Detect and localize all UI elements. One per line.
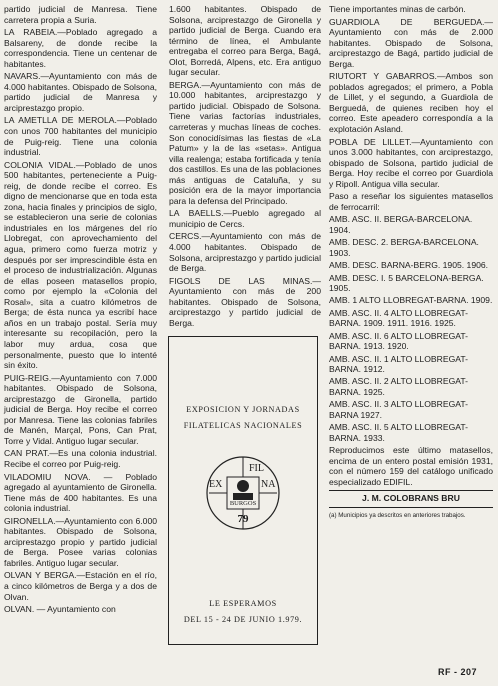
paragraph: VILADOMIU NOVA. — Poblado agregado al ayuntamiento de Gironella. Tiene más de 400 habitantes. Es una colonia industrial. (4, 471, 157, 514)
column-middle (169, 4, 321, 330)
divider (329, 490, 493, 491)
list-item: AMB. ASC. II. 5 ALTO LLOBREGAT-BARNA. 1933. (329, 422, 468, 443)
list-item: AMB. 1 ALTO LLOBREGAT-BARNA. 1909. (329, 295, 493, 306)
page-number: RF - 207 (438, 667, 478, 677)
paragraph: NAVARS.—Ayuntamiento con más de 4.000 habitantes. Obispado de Solsona, partido judicial de Manresa y arciprestazgo propio. (4, 71, 157, 113)
seal-year: 79 (237, 513, 249, 525)
paragraph: OLVAN. — Ayuntamiento con (4, 604, 116, 615)
list-item: AMB. ASC. II. 6 ALTO LLOBREGAT-BARNA. 1913. 1920. (329, 330, 468, 352)
seal-right: NA (261, 479, 276, 490)
list-item: AMB. ASC. II. 1 ALTO LLOBREGAT-BARNA. 1912. (329, 353, 468, 375)
paragraph: LA BAELLS.—Pueblo agregado al municipio de Cercs. (169, 208, 321, 229)
exhibition-advert (168, 336, 318, 645)
list-item: AMB. ASC. II. 2 ALTO LLOBREGAT-BARNA. 1925. (329, 376, 468, 397)
advert-line: LE ESPERAMOS (209, 599, 277, 608)
paragraph: LA RABEIA.—Poblado agregado a Balsareny, de donde recibe la correspondencia. Tiene un centenar de habitantes. (4, 27, 157, 69)
paragraph: RIUTORT Y GABARROS.—Ambos son poblados agregados; el primero, a Pobla de Lillet, y el segundo, a Guardiola de Berguedá, de quienes reciben hoy el correo. Este apeadero correspondía a la explotación Asland. (329, 71, 493, 135)
paragraph: GUARDIOLA DE BERGUEDA.—Ayuntamiento con más de 2.000 habitantes. Obispado de Solsona, arciprestazgo de Bagá, partido judicial de Berga. (329, 16, 493, 69)
paragraph: LA AMETLLA DE MEROLA.—Poblado con unos 700 habitantes del municipio de Puig-reig. Tiene una colonia industrial. (4, 115, 157, 158)
paragraph: 1.600 habitantes. Obispado de Solsona, arciprestazgo de Gironella y partido judicial de Berga. Cuando era término de línea, el Ambulante entregaba el correo para Berga, Bagá, Olot, Borredá, Alpens, etc. Era antiguo lugar secular. (169, 4, 321, 78)
paragraph: Tiene importantes minas de carbón. (329, 4, 466, 14)
advert-line: DEL 15 - 24 DE JUNIO 1.979. (183, 615, 303, 624)
footnote: (a) Municipios ya descritos en anteriores trabajos. (329, 511, 466, 519)
paragraph: COLONIA VIDAL.—Poblado de unos 500 habitantes, perteneciente a Puig-reig, de donde recibe el correo. Es digno de mencionarse que en toda esta zona, hacia finales y principios de siglo, se establecieron una serie de colonias industriales en los márgenes del río Llobregat, con aprovechamiento del agua, primero como fuerza motriz y después por ser imprescindible ésta en el proceso de industrialización. Algunas de ellas poseen matasellos propio, como por ejemplo la «Colonia del Rosal», sita a cuatro kilómetros de Berga; de ésta nunca ya escribí hace años en un trabajo postal. Sería muy interesante su recopilación, pero la labor muy ardua, cosa que personalmente, puesto que lo intenté sin éxito. (4, 159, 157, 371)
list-item: AMB. DESC. I. 5 BARCELONA-BERGA. 1905. (329, 272, 484, 294)
paragraph: CERCS.—Ayuntamiento con más de 4.000 habitantes. Obispado de Solsona, arciprestazgo y partido judicial de Berga. (169, 231, 321, 274)
list-item: AMB. DESC. 2. BERGA-BARCELONA. 1903. (329, 237, 479, 258)
advert-line: FILATELICAS NACIONALES (183, 421, 303, 430)
list-item: AMB. DESC. BARNA-BERG. 1905. 1906. (329, 260, 489, 271)
paragraph: partido judicial de Manresa. Tiene carretera propia a Suria. (4, 4, 157, 25)
seal-left: EX (209, 479, 223, 490)
paragraph: Paso a reseñar los siguientes matasellos de ferrocarril: (329, 191, 493, 212)
paragraph: CAN PRAT.—Es una colonia industrial. Recibe el correo por Puig-reig. (4, 448, 157, 469)
paragraph: Reproducimos este último matasellos, encima de un entero postal emisión 1931, con el número 159 del catálogo unificado especializado EDIFIL. (329, 445, 493, 487)
paragraph: POBLA DE LILLET.—Ayuntamiento con unos 3.000 habitantes, con arciprestazgo, obispado de Solsona, partido judicial de Berga. Hoy recibe el correo por Guardiola y Ripoll. Antigua villa secular. (329, 136, 493, 189)
list-item: AMB. ASC. II. BERGA-BARCELONA. 1904. (329, 214, 473, 235)
paragraph: GIRONELLA.—Ayuntamiento con 6.000 habitantes. Obispado de Solsona, arciprestazgo propio y partido judicial de Berga. Posee varias colonias fabriles. Antiguo lugar secular. (4, 515, 157, 568)
paragraph: BERGA.—Ayuntamiento con más de 10.000 habitantes, arciprestazgo y partido judicial. Obispado de Solsona. Tiene varias factorías industriales, carreteras y muchas líneas de coches. Son conocidísimas las fiestas de «La Patum» y la de las «setas». Antigua villa realenga; estaba fortificada y tenía dos castillos. Es una de las poblaciones más antiguas de Cataluña, y su posición era de la mayor importancia para la defensa del Principado. (169, 79, 321, 206)
paragraph: FIGOLS DE LAS MINAS.—Ayuntamiento con más de 200 habitantes. Obispado de Solsona, arciprestazgo y partido judicial de Berga. (169, 275, 321, 328)
seal-city: BURGOS (229, 500, 257, 507)
paragraph: OLVAN Y BERGA.—Estación en el río, a cinco kilómetros de Berga y a dos de Olvan. (4, 570, 157, 602)
seal-top: FIL (249, 463, 264, 474)
exhibition-seal (205, 455, 281, 531)
list-item: AMB. ASC. II. 3 ALTO LLOBREGAT-BARNA 1927. (329, 399, 468, 420)
author-signature: J. M. COLOBRANS BRU (362, 493, 460, 504)
list-item: AMB. ASC. II. 4 ALTO LLOBREGAT-BARNA. 1909. 1911. 1916. 1925. (329, 307, 468, 329)
advert-line: EXPOSICION Y JORNADAS (186, 405, 300, 414)
column-right (329, 4, 493, 522)
paragraph: PUIG-REIG.—Ayuntamiento con 7.000 habitantes. Obispado de Solsona, arciprestazgo de Gironella, partido judicial de Berga. Hoy recibe el correo por Manresa. Tiene las colonias fabriles de Manén, Marçal, Pons, Can Prat, Torre y Vidal. Antiguo lugar secular. (4, 372, 157, 446)
divider (329, 507, 493, 508)
column-left (4, 4, 157, 617)
